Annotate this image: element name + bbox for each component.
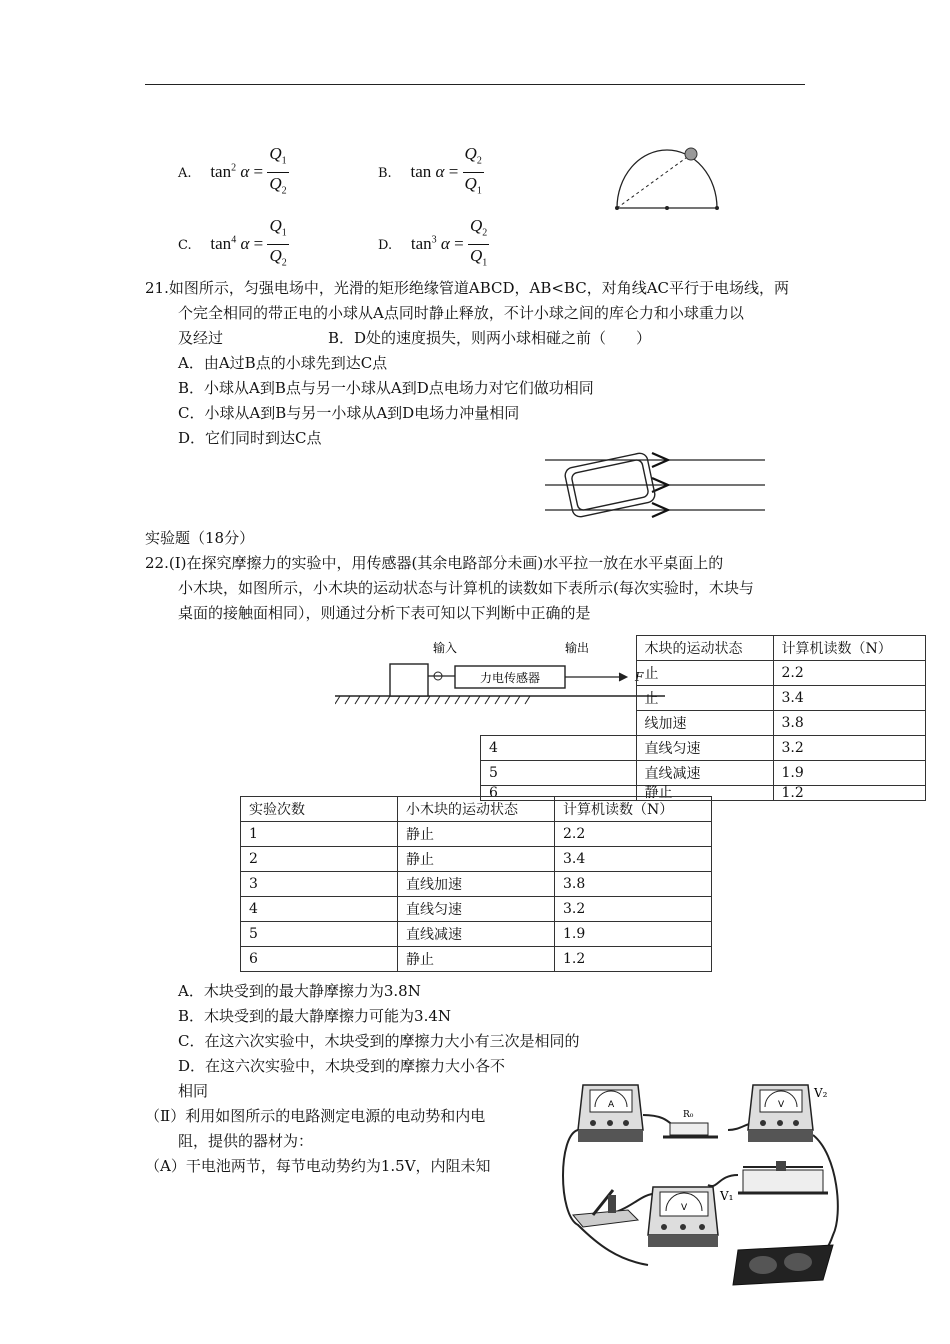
header-rule bbox=[145, 84, 805, 85]
option-d: D. $\tan^3 \alpha$ = $\frac{Q_2}{Q_1}$ bbox=[378, 216, 488, 269]
formula-d: $\tan^3 \alpha$ = $\frac{Q_2}{Q_1}$ bbox=[410, 216, 488, 269]
svg-text:V₂: V₂ bbox=[814, 1086, 828, 1100]
tube-field-diagram bbox=[540, 448, 770, 523]
resistor bbox=[663, 1110, 718, 1137]
q21-option-c: C．小球从A到B与另一小球从A到D电场力冲量相同 bbox=[178, 404, 520, 422]
ammeter bbox=[578, 1085, 643, 1142]
battery bbox=[733, 1245, 833, 1285]
option-a: A. $\tan^2 \alpha$ = $\frac{Q_1}{Q_2}$ bbox=[178, 144, 287, 197]
table-header-row: 实验次数 小木块的运动状态 计算机读数（N） bbox=[241, 797, 712, 822]
voltmeter-v1 bbox=[648, 1187, 733, 1247]
table-row: 3 直线加速 3.8 bbox=[241, 872, 712, 897]
table-row: 1 静止 2.2 bbox=[241, 822, 712, 847]
formula-a: $\tan^2 \alpha$ = $\frac{Q_1}{Q_2}$ bbox=[210, 144, 287, 197]
q22-option-d: D．在这六次实验中，木块受到的摩擦力大小各不 bbox=[178, 1057, 506, 1075]
q21-option-a: A．由A过B点的小球先到达C点 bbox=[178, 354, 388, 372]
q22-line1: 22.(Ⅰ)在探究摩擦力的实验中，用传感器(其余电路部分未画)水平拉一放在水平桌面上的 bbox=[145, 554, 724, 572]
q21-line3b: B．D处的速度损失，则两小球相碰之前（ ） bbox=[328, 329, 652, 347]
table-row: 止 2.2 bbox=[481, 661, 926, 686]
q22-option-c: C．在这六次实验中，木块受到的摩擦力大小有三次是相同的 bbox=[178, 1032, 580, 1050]
table-row: 5 直线减速 1.9 bbox=[241, 922, 712, 947]
table-row: 2 静止 3.4 bbox=[241, 847, 712, 872]
ball bbox=[685, 148, 697, 160]
svg-text:R₀: R₀ bbox=[683, 1110, 694, 1120]
table-row: 木块的运动状态 计算机读数（N） bbox=[481, 636, 926, 661]
wood-block bbox=[390, 664, 428, 696]
svg-text:V₁: V₁ bbox=[720, 1189, 734, 1203]
q21-line3a: 及经过 bbox=[178, 329, 224, 347]
svg-text:F: F bbox=[635, 670, 644, 684]
q22-option-b: B．木块受到的最大静摩擦力可能为3.4N bbox=[178, 1007, 452, 1025]
option-c: C. $\tan^4 \alpha$ = $\frac{Q_1}{Q_2}$ bbox=[178, 216, 287, 269]
formula-c: $\tan^4 \alpha$ = $\frac{Q_1}{Q_2}$ bbox=[210, 216, 287, 269]
svg-text:V: V bbox=[778, 1100, 785, 1110]
svg-text:输入: 输入 bbox=[433, 641, 458, 655]
svg-text:输出: 输出 bbox=[565, 641, 590, 655]
section-title: 实验题（18分） bbox=[145, 529, 255, 547]
circuit-diagram bbox=[548, 1075, 848, 1290]
svg-text:力电传感器: 力电传感器 bbox=[479, 671, 541, 685]
table-row: 5 直线减速 1.9 bbox=[481, 761, 926, 786]
table-row: 4 直线匀速 3.2 bbox=[481, 736, 926, 761]
part2-line1: （Ⅱ）利用如图所示的电路测定电源的电动势和内电 bbox=[145, 1107, 486, 1125]
q22-line2: 小木块，如图所示，小木块的运动状态与计算机的读数如下表所示(每次实验时，木块与 bbox=[178, 579, 754, 597]
table-row: 6 静止 1.2 bbox=[241, 947, 712, 972]
q21-line1: 21.如图所示，匀强电场中，光滑的矩形绝缘管道ABCD，AB<BC，对角线AC平行于电场线，两 bbox=[145, 279, 790, 297]
results-table bbox=[240, 796, 712, 972]
q21-option-b: B．小球从A到B点与另一小球从A到D点电场力对它们做功相同 bbox=[178, 379, 594, 397]
option-b: B. tan α = $\frac{Q_2}{Q_1}$ bbox=[378, 144, 482, 197]
table-row: 线加速 3.8 bbox=[481, 711, 926, 736]
voltmeter-v2 bbox=[748, 1085, 828, 1142]
switch bbox=[573, 1190, 638, 1227]
q22-line3: 桌面的接触面相同），则通过分析下表可知以下判断中正确的是 bbox=[178, 604, 591, 622]
svg-text:A: A bbox=[608, 1100, 615, 1110]
q22-option-d-cont: 相同 bbox=[178, 1082, 209, 1100]
q22-option-a: A．木块受到的最大静摩擦力为3.8N bbox=[178, 982, 421, 1000]
overlay-table bbox=[480, 635, 926, 801]
rheostat bbox=[738, 1161, 828, 1193]
svg-text:V: V bbox=[681, 1203, 688, 1213]
table-row: 4 直线匀速 3.2 bbox=[241, 897, 712, 922]
part2-line2: 阻，提供的器材为： bbox=[178, 1132, 314, 1150]
part2-line3: （A）干电池两节，每节电动势约为1.5V，内阻未知 bbox=[145, 1157, 491, 1175]
table-row: 止 3.4 bbox=[481, 686, 926, 711]
q21-option-d: D．它们同时到达C点 bbox=[178, 429, 322, 447]
table-row: 6 静止 1.2 bbox=[481, 786, 926, 801]
semicircle-diagram bbox=[605, 140, 730, 215]
formula-b: tan α = $\frac{Q_2}{Q_1}$ bbox=[410, 144, 482, 197]
q21-line2: 个完全相同的带正电的小球从A点同时静止释放，不计小球之间的库仑力和小球重力以 bbox=[178, 304, 744, 322]
